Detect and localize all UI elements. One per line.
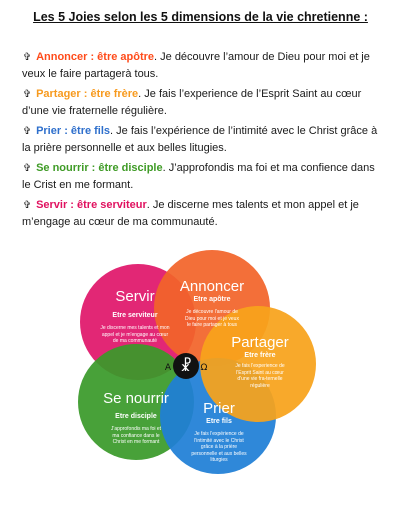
- joys-list: [22, 49, 382, 234]
- nourrir-subtitle: Etre disciple: [115, 413, 157, 420]
- bullet-keyword: Annoncer : être apôtre: [36, 51, 155, 63]
- cross-icon: ✞: [22, 200, 32, 211]
- list-item-prier: [22, 123, 382, 157]
- prier-subtitle: Etre fils: [206, 418, 232, 425]
- five-joys-diagram: [0, 240, 401, 522]
- alpha-letter: A: [164, 363, 172, 373]
- list-item-annoncer: [22, 49, 382, 83]
- bullet-keyword: Se nourrir : être disciple: [36, 162, 163, 174]
- servir-subtitle: Etre serviteur: [112, 312, 158, 319]
- annoncer-text: [172, 278, 252, 329]
- cross-icon: ✞: [22, 89, 32, 100]
- nourrir-description: J'approfondis ma foi et ma confiance dans le Christ en me formant: [110, 426, 162, 445]
- list-item-nourrir: [22, 160, 382, 194]
- bullet-keyword: Prier : être fils: [36, 125, 111, 137]
- bullet-text: . Je fais l’experience de l’Esprit Saint au cœur d’une vie fraternelle régulière.: [22, 88, 362, 117]
- page-title: Les 5 Joies selon les 5 dimensions de la vie chretienne :: [33, 10, 368, 24]
- list-item-servir: [22, 197, 382, 231]
- servir-text: [100, 288, 170, 345]
- bullet-keyword: Servir : être serviteur: [36, 199, 147, 211]
- partager-subtitle: Etre frère: [244, 352, 276, 359]
- omega-letter: Ω: [200, 363, 208, 373]
- bullet-text: . J’approfondis ma foi et ma confience dans le Crist en me formant.: [22, 162, 375, 191]
- prier-text: [184, 400, 254, 464]
- cross-icon: ✞: [22, 52, 32, 63]
- bullet-text: . Je fais l’expérience de l’intimité avec le Christ grâce à la prière personnelle et aux belles litugies.: [22, 125, 378, 154]
- prier-description: Je fais l'expérience de l'intimité avec le Christ grâce à la prière personnelle et aux belles liturgies: [191, 431, 247, 463]
- cross-icon: ✞: [22, 126, 32, 137]
- partager-description: Je fais l'experience de l'Esprit Saint au cœur d'une vie fra-ternelle régulière: [235, 363, 285, 389]
- chi-rho-icon: ☧: [180, 357, 192, 375]
- annoncer-subtitle: Etre apôtre: [193, 296, 231, 303]
- bullet-keyword: Partager : être frère: [36, 88, 139, 100]
- bullet-text: . Je découvre l’amour de Dieu pour moi et je veux le faire partagerà tous.: [22, 51, 370, 80]
- servir-title: Servir: [115, 288, 155, 305]
- annoncer-title: Annoncer: [179, 278, 245, 295]
- prier-title: Prier: [203, 400, 235, 417]
- partager-text: [222, 334, 298, 389]
- partager-title: Partager: [231, 334, 289, 351]
- nourrir-text: [93, 390, 179, 446]
- servir-description: Je discerne mes talents et mon appel et je m'engage au cœur de ma communauté: [100, 325, 170, 344]
- cross-icon: ✞: [22, 163, 32, 174]
- annoncer-description: Je découvre l'amour de Dieu pour moi et je veux le faire partager à tous: [185, 309, 239, 328]
- bullet-text: . Je discerne mes talents et mon appel et je m’engage au cœur de ma communauté.: [22, 199, 359, 228]
- nourrir-title: Se nourrir: [103, 390, 169, 407]
- list-item-partager: [22, 86, 382, 120]
